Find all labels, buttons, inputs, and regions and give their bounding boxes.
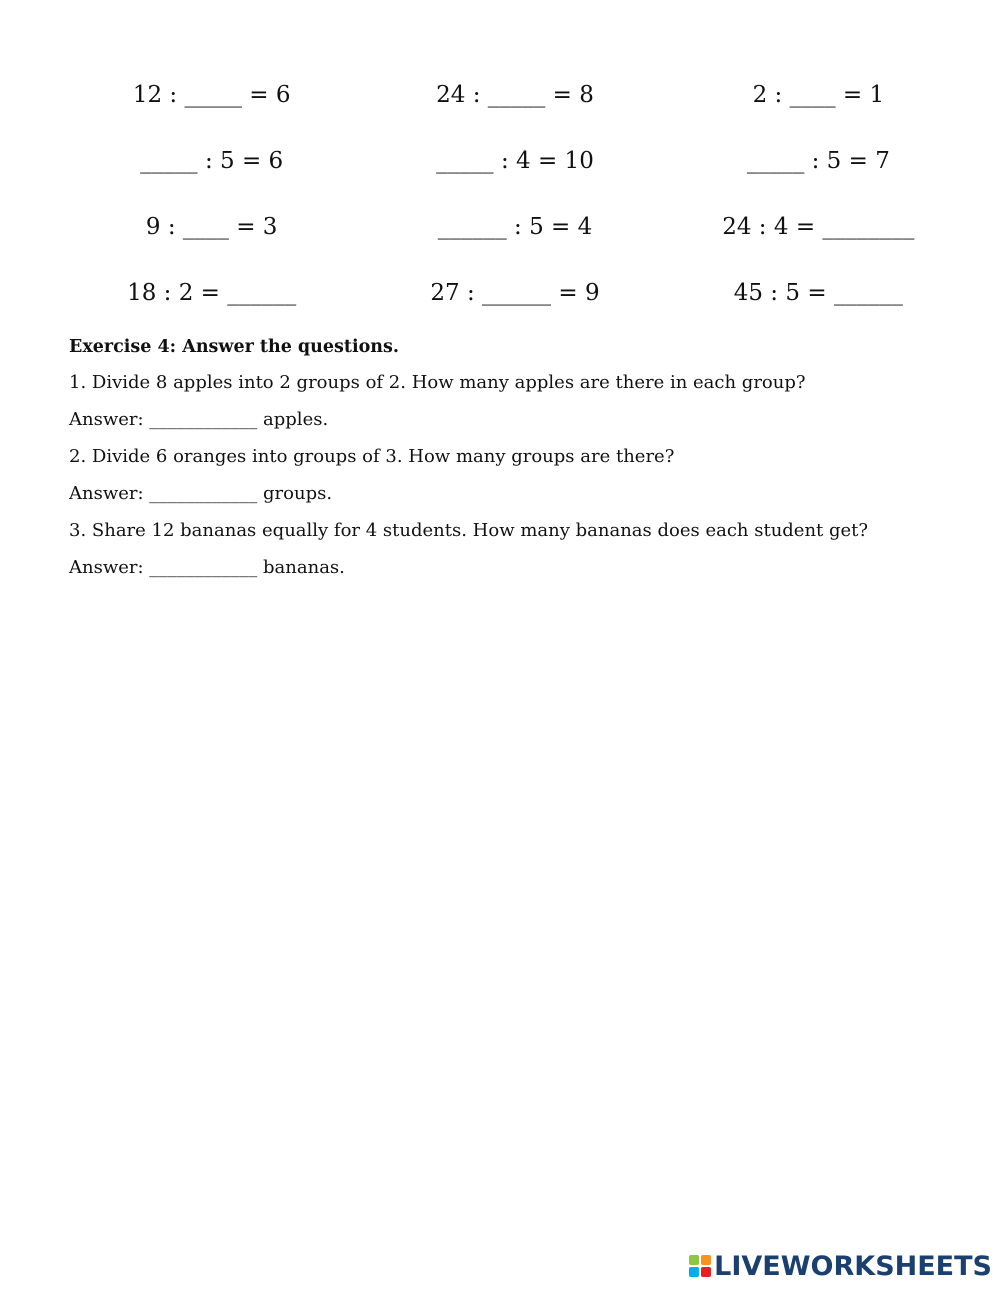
equation: 18 : 2 = ______ [127, 280, 297, 306]
answer-unit: groups. [263, 483, 333, 504]
equation: 45 : 5 = ______ [733, 280, 903, 306]
question-2: 2. Divide 6 oranges into groups of 3. How many groups are there? [69, 446, 675, 467]
answer-blank[interactable]: ____________ [149, 483, 258, 504]
equation: 24 : 4 = ________ [722, 214, 915, 240]
answer-label: Answer: [69, 557, 144, 578]
answer-blank[interactable]: ____________ [149, 409, 258, 430]
liveworksheets-logo-icon [689, 1255, 711, 1277]
answer-label: Answer: [69, 409, 144, 430]
equation: _____ : 5 = 6 [140, 148, 284, 174]
liveworksheets-logo [689, 1251, 992, 1281]
equation: ______ : 5 = 4 [437, 214, 593, 240]
logo-square-blue [689, 1267, 699, 1277]
exercise-title: Exercise 4: Answer the questions. [69, 337, 399, 357]
question-1: 1. Divide 8 apples into 2 groups of 2. How many apples are there in each group? [69, 372, 806, 393]
answer-line-3 [69, 554, 949, 582]
answer-unit: bananas. [263, 557, 345, 578]
answer-line-2 [69, 480, 949, 508]
equation: _____ : 5 = 7 [746, 148, 890, 174]
logo-square-green [689, 1255, 699, 1265]
equation: 12 : _____ = 6 [132, 82, 291, 108]
answer-label: Answer: [69, 483, 144, 504]
equation: 24 : _____ = 8 [436, 82, 594, 108]
logo-square-orange [701, 1255, 711, 1265]
question-3: 3. Share 12 bananas equally for 4 students. How many bananas does each student get? [69, 520, 869, 541]
answer-line-1 [69, 406, 949, 434]
logo-square-red [701, 1267, 711, 1277]
answer-blank[interactable]: ____________ [149, 557, 258, 578]
equation: 2 : ____ = 1 [752, 82, 885, 108]
equation: _____ : 4 = 10 [436, 148, 594, 174]
exercise-4-section [69, 333, 949, 591]
logo-text: LIVEWORKSHEETS [714, 1250, 992, 1282]
equation: 9 : ____ = 3 [145, 214, 278, 240]
division-equations-grid [55, 72, 965, 336]
answer-unit: apples. [263, 409, 329, 430]
equation: 27 : ______ = 9 [430, 280, 600, 306]
